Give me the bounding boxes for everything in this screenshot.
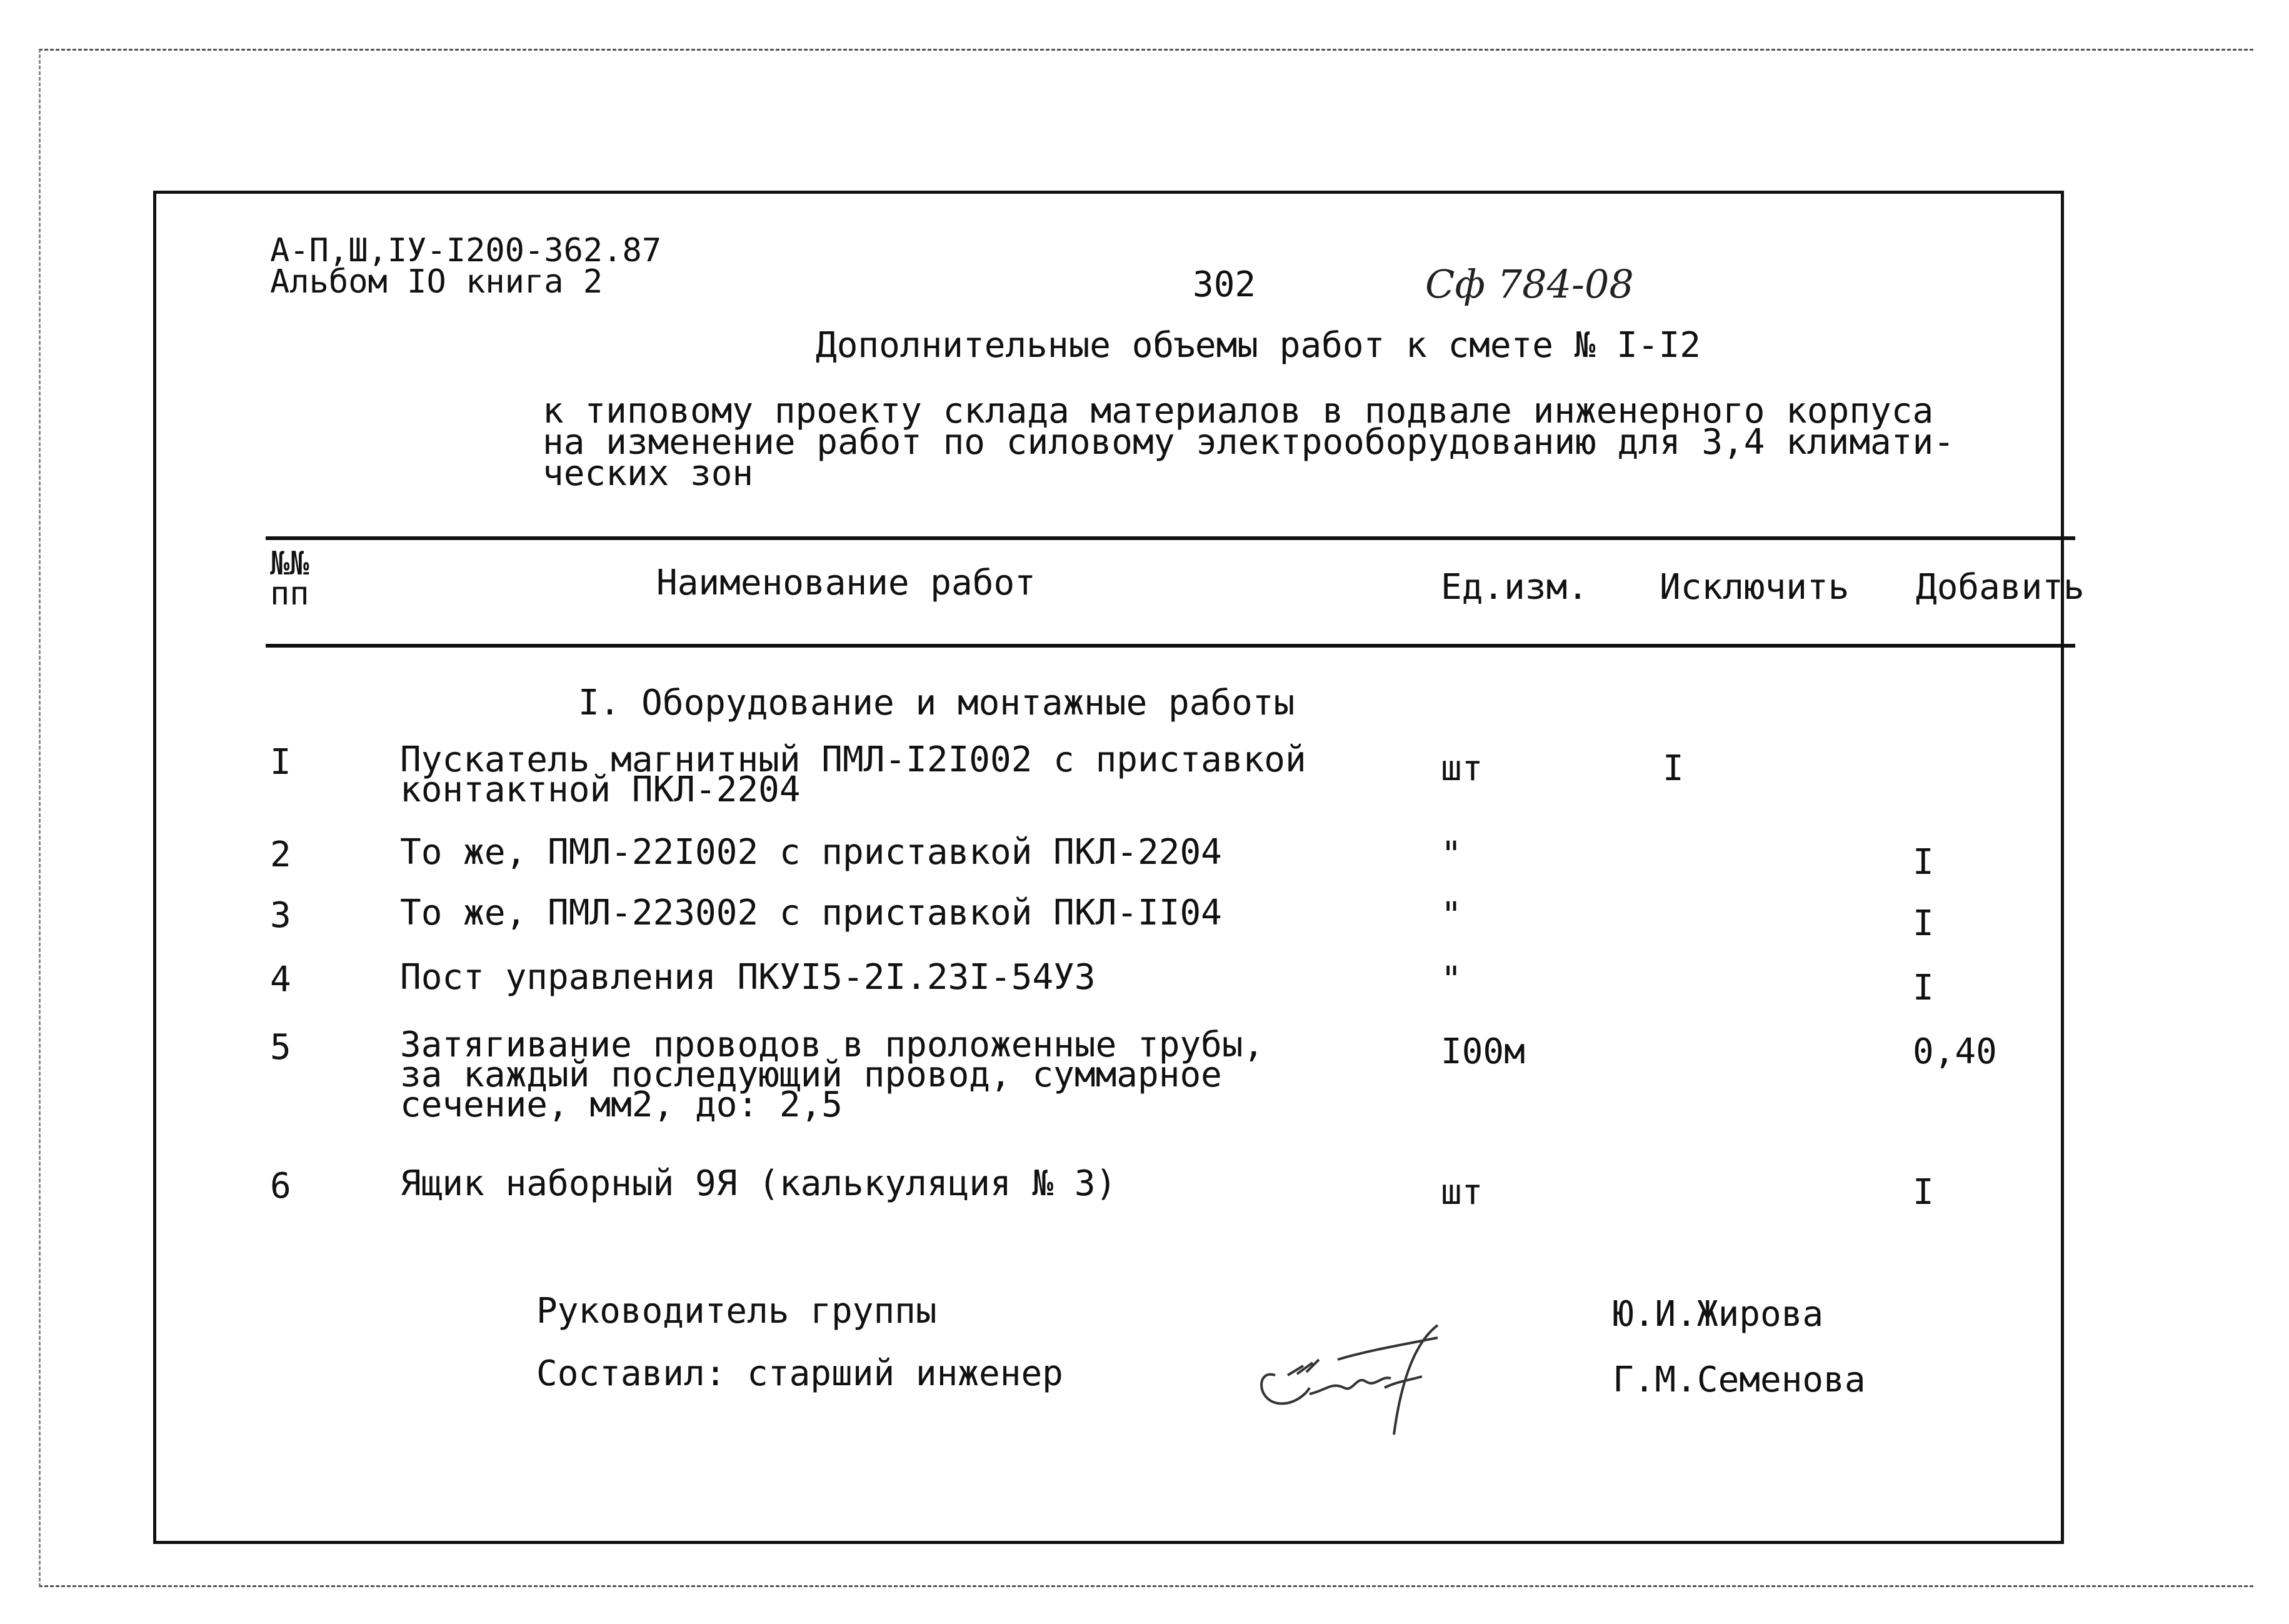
section-title: І. Оборудование и монтажные работы	[578, 683, 1295, 723]
subtitle-line-1: к типовому проекту склада материалов в подвале инженерного корпуса	[543, 391, 1934, 431]
row-name: То же, ПМЛ-223002 с приставкой ПКЛ-ІІ04	[400, 893, 1222, 933]
column-header-exclude: Исключить	[1660, 567, 1850, 608]
subtitle-line-3: ческих зон	[543, 453, 754, 494]
signature-role-compiler: Составил: старший инженер	[536, 1353, 1063, 1394]
row-add: І	[1913, 968, 1934, 1008]
row-name: Пускатель магнитный ПМЛ-І2І002 с приставкой контактной ПКЛ-2204	[400, 739, 1306, 810]
row-unit: "	[1441, 960, 1462, 1000]
column-header-unit: Ед.изм.	[1441, 567, 1589, 608]
signature-name-group-lead: Ю.И.Жирова	[1613, 1294, 1824, 1335]
row-unit: "	[1441, 835, 1462, 875]
row-add: 0,40	[1913, 1031, 1997, 1072]
row-name: То же, ПМЛ-22І002 с приставкой ПКЛ-2204	[400, 832, 1222, 873]
row-add: І	[1913, 903, 1934, 944]
album-label: Альбом ІО книга 2	[270, 263, 603, 301]
document-title: Дополнительные объемы работ к смете № І-І2	[816, 325, 1701, 366]
table-top-rule	[266, 536, 2075, 540]
row-number: 4	[270, 960, 291, 1000]
signature-role-group-lead: Руководитель группы	[536, 1291, 937, 1331]
row-unit: І00м	[1441, 1031, 1525, 1072]
row-add: І	[1913, 1172, 1934, 1213]
row-name: Пост управления ПКУІ5-2І.23І-54У3	[400, 957, 1096, 998]
column-header-number: №№ пп	[270, 545, 309, 613]
row-name: Затягивание проводов в проложенные трубы, за каждый последующий провод, суммарное сечение, мм2, до: 2,5	[400, 1025, 1265, 1125]
handwritten-reference: Сф 784-08	[1425, 261, 1634, 307]
subtitle-line-2: на изменение работ по силовому электрооборудованию для 3,4 климати-	[543, 422, 1955, 463]
document-code: А-П,Ш,ІУ-І200-362.87	[270, 232, 662, 269]
column-header-add: Добавить	[1916, 567, 2085, 608]
column-header-name: Наименование работ	[656, 563, 1036, 603]
row-unit: шт	[1441, 1172, 1483, 1213]
row-add: І	[1913, 842, 1934, 883]
row-unit: шт	[1441, 748, 1483, 789]
row-exclude: І	[1663, 748, 1684, 789]
handwritten-signature	[1250, 1300, 1463, 1444]
row-number: 5	[270, 1027, 291, 1068]
row-name: Ящик наборный 9Я (калькуляция № 3)	[400, 1163, 1117, 1204]
row-number: І	[270, 742, 291, 783]
signature-name-compiler: Г.М.Семенова	[1613, 1360, 1866, 1400]
table-header-rule	[266, 644, 2075, 648]
row-number: 2	[270, 835, 291, 875]
row-unit: "	[1441, 895, 1462, 936]
page-number: 302	[1193, 264, 1256, 305]
row-number: 6	[270, 1166, 291, 1206]
row-number: 3	[270, 895, 291, 936]
